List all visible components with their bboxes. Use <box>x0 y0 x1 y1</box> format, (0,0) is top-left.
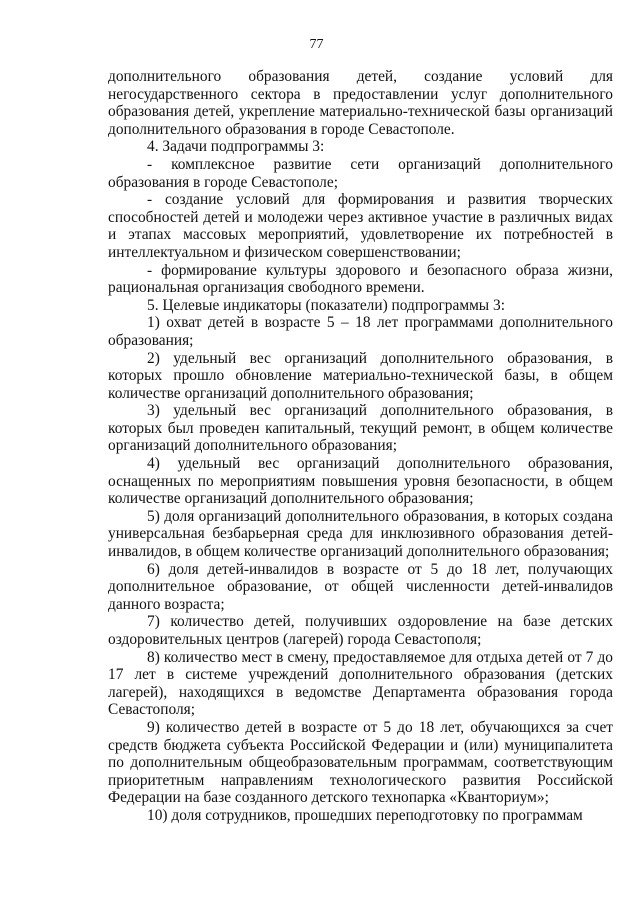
indicator-item: 5) доля организаций дополнительного образования, в которых создана универсальная безбарьерная среда для инклюзивного образования детей-инвалидов, в общем количестве организаций дополнительного образования; <box>108 507 613 561</box>
indicator-item: 7) количество детей, получивших оздоровление на базе детских оздоровительных центров (лагерей) города Севастополя; <box>108 613 613 648</box>
indicator-item: 4) удельный вес организаций дополнительного образования, оснащенных по мероприятиям повышения уровня безопасности, в общем количестве организаций дополнительного образования; <box>108 455 613 508</box>
indicator-item: 1) охват детей в возрасте 5 – 18 лет программами дополнительного образования; <box>108 314 613 349</box>
paragraph-goal-continuation: дополнительного образования детей, создание условий для негосударственного сектора в предоставлении услуг дополнительного образования детей, укрепление материально-технической базы организаций дополнительного образования в городе Севастополе. <box>108 68 613 138</box>
indicator-item: 8) количество мест в смену, предоставляемое для отдыха детей от 7 до 17 лет в системе учреждений дополнительного образования (детских лагерей), находящихся в ведомстве Департамента образования города Севастополя; <box>108 648 613 719</box>
indicator-item: 2) удельный вес организаций дополнительного образования, в которых прошло обновление материально-технической базы, в общем количестве организаций дополнительного образования; <box>108 349 613 402</box>
indicator-item: 9) количество детей в возрасте от 5 до 18 лет, обучающихся за счет средств бюджета субъекта Российской Федерации и (или) муниципалитета по дополнительным общеобразовательным программам, соответствующим приоритетным направлениям технологического развития Российской Федерации на базе созданного детского технопарка «Кванториум»; <box>108 718 613 807</box>
indicator-item: 6) доля детей-инвалидов в возрасте от 5 до 18 лет, получающих дополнительное образование, от общей численности детей-инвалидов данного возраста; <box>108 560 613 613</box>
indicator-item: 10) доля сотрудников, прошедших переподготовку по программам <box>147 806 583 824</box>
indicator-item: 3) удельный вес организаций дополнительного образования, в которых был проведен капитальный, текущий ремонт, в общем количестве организаций дополнительного образования; <box>108 402 613 455</box>
task-item: - комплексное развитие сети организаций дополнительного образования в городе Севастополе; <box>108 155 613 191</box>
page-number: 77 <box>309 37 324 52</box>
body-text <box>108 68 613 825</box>
task-item: - создание условий для формирования и развития творческих способностей детей и молодежи через активное участие в различных видах и этапах массовых мероприятий, удовлетворение их потребностей в интеллектуальном и физическом совершенствовании; <box>108 191 613 261</box>
heading-indicators: 5. Целевые индикаторы (показатели) подпрограммы 3: <box>147 296 505 314</box>
heading-tasks: 4. Задачи подпрограммы 3: <box>147 138 325 156</box>
task-item: - формирование культуры здорового и безопасного образа жизни, рациональная организация свободного времени. <box>108 261 613 297</box>
